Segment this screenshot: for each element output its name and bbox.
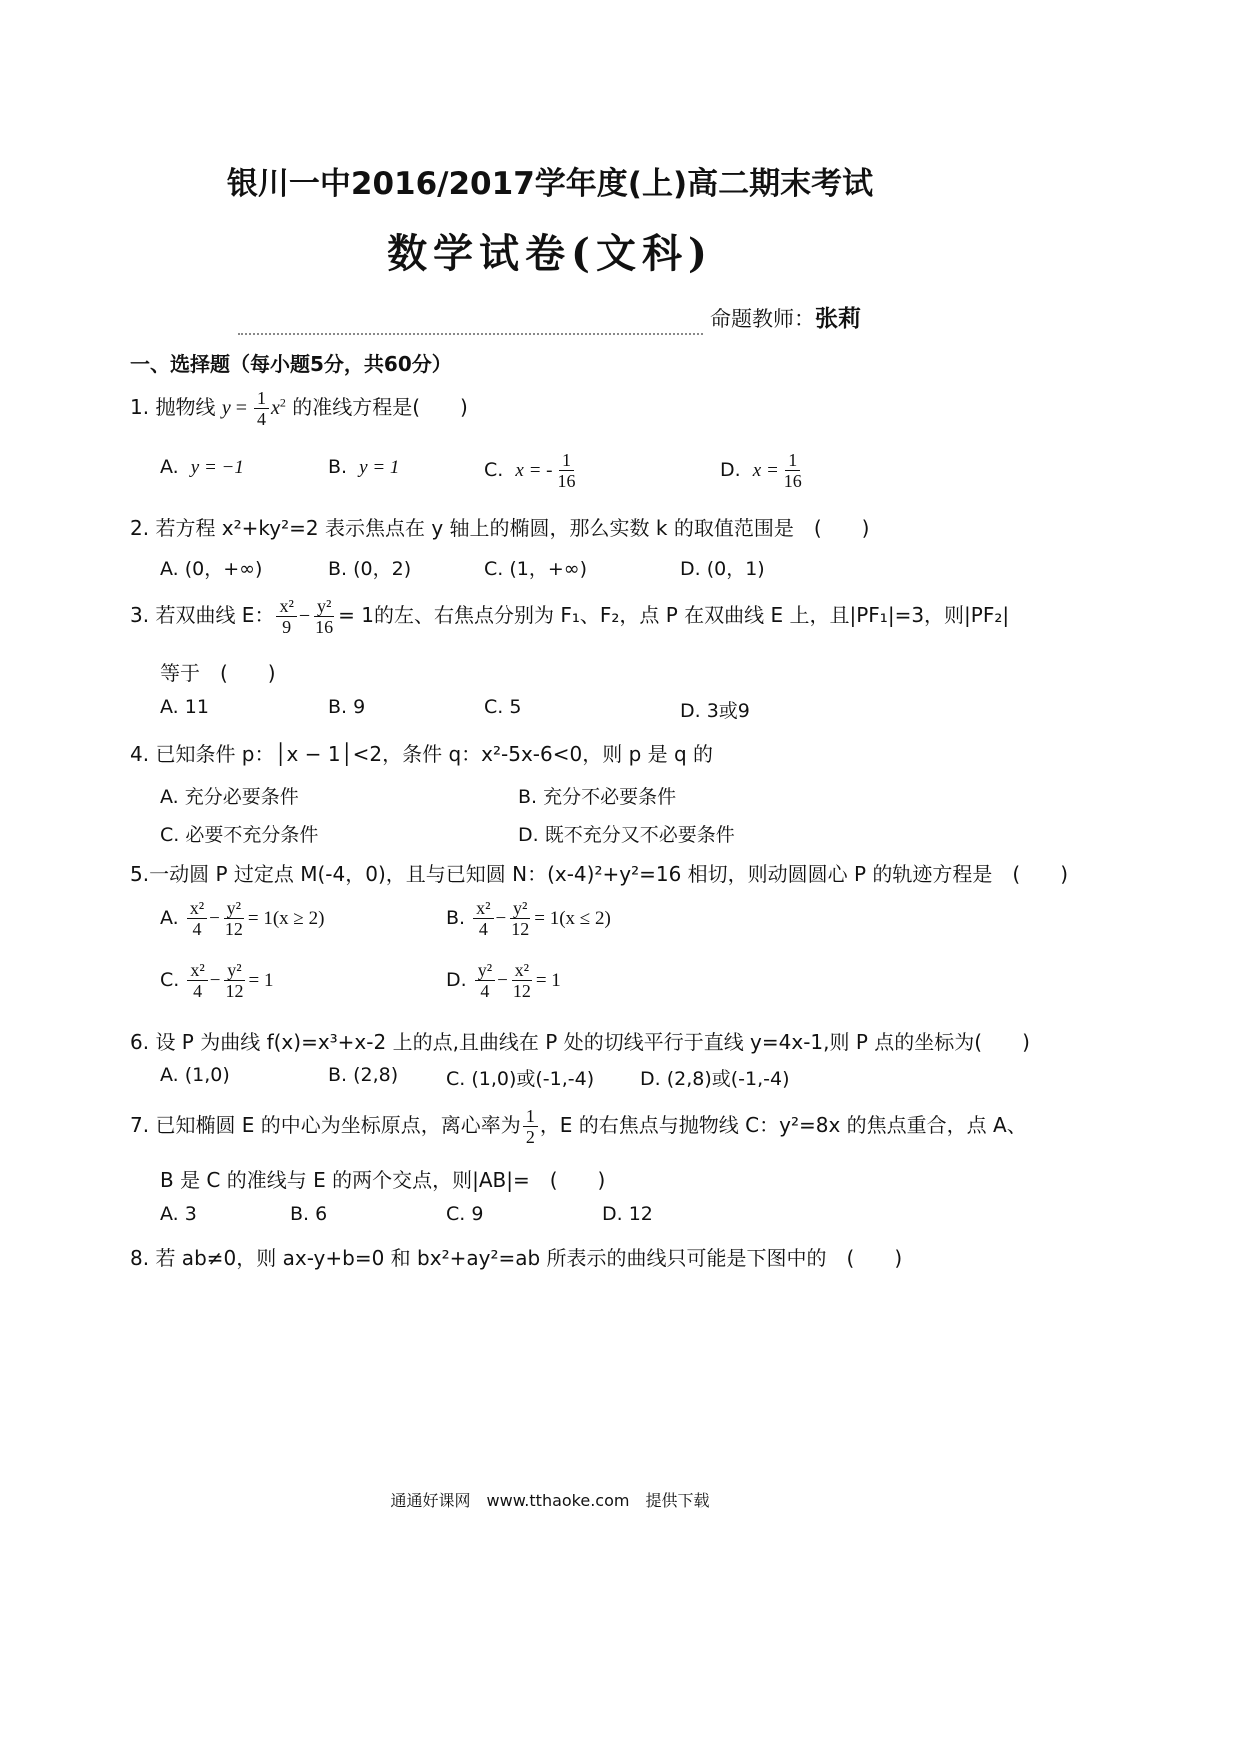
option-b: B. y = 1: [328, 456, 400, 478]
option-a: A. (0，+∞): [160, 558, 263, 580]
option-b: B. 9: [328, 696, 366, 718]
option-b: B. (0，2): [328, 558, 412, 580]
question-7: 7. 已知椭圆 E 的中心为坐标原点，离心率为 $\frac{1}{2}$ ，E 的右焦点与抛物线 C：y²=8x 的焦点重合，点 A、: [130, 1106, 1027, 1147]
fraction: $\frac{1}{4}$: [254, 388, 269, 429]
question-stem-post: 的准线方程是( ): [292, 395, 468, 419]
option-b: B. 6: [290, 1203, 328, 1225]
option-d: D. (2,8)或(-1,-4): [640, 1068, 790, 1090]
option-c: C. $\frac{\text{x²}}{4}$ − $\frac{\text{y²}}{12}$ = 1: [160, 960, 274, 1001]
option-a: A. $\frac{\text{x²}}{4}$ − $\frac{\text{y²}}{12}$ = 1(x ≥ 2): [160, 898, 325, 939]
exam-subtitle: 数学试卷(文科): [387, 230, 713, 277]
option-b: B. (2,8): [328, 1064, 399, 1086]
question-5: 5.一动圆 P 过定点 M(-4，0)，且与已知圆 N：(x-4)²+y²=16 相切，则动圆圆心 P 的轨迹方程是 ( ): [130, 862, 1069, 886]
option-a: A. 3: [160, 1203, 197, 1225]
exam-title: 银川一中2016/2017学年度(上)高二期末考试: [226, 166, 874, 202]
option-d: D. 3或9: [680, 700, 750, 722]
option-c: C. (1，+∞): [484, 558, 588, 580]
author-label: 命题教师：: [710, 307, 815, 331]
question-3-line2: 等于 ( ): [160, 661, 276, 685]
section-heading: 一、选择题（每小题5分，共60分）: [130, 352, 452, 376]
question-number: 1.: [130, 395, 150, 419]
option-d: D. x = $\frac{1}{16}$: [720, 450, 802, 491]
question-8: 8. 若 ab≠0，则 ax-y+b=0 和 bx²+ay²=ab 所表示的曲线只可能是下图中的 ( ): [130, 1246, 903, 1270]
option-a: A. 充分必要条件: [160, 786, 299, 808]
option-d: D. 既不充分又不必要条件: [518, 824, 735, 846]
question-1: 1. 抛物线 y = $\frac{1}{4}$ $x^2$ 的准线方程是( ): [130, 388, 468, 429]
question-stem-pre: 抛物线: [155, 395, 216, 419]
option-a: A. (1,0): [160, 1064, 230, 1086]
author-name: 张莉: [815, 305, 861, 332]
question-2: 2. 若方程 x²+ky²=2 表示焦点在 y 轴上的椭圆，那么实数 k 的取值范围是 ( ): [130, 516, 870, 540]
question-6: 6. 设 P 为曲线 f(x)=x³+x-2 上的点,且曲线在 P 处的切线平行于直线 y=4x-1,则 P 点的坐标为( ): [130, 1030, 1030, 1054]
option-d: D. $\frac{\text{y²}}{4}$ − $\frac{\text{x²}}{12}$ = 1: [446, 960, 561, 1001]
option-d: D. (0，1): [680, 558, 765, 580]
dotted-divider: [238, 317, 703, 335]
question-3: 3. 若双曲线 E： $\frac{\text{x²}}{9}$ − $\frac{\text{y²}}{16}$ = 1的左、右焦点分别为 F₁、F₂，点 P 在双曲线 E 上，且|PF₁|=3，则|PF₂|: [130, 596, 1010, 637]
option-d: D. 12: [602, 1203, 653, 1225]
option-c: C. 必要不充分条件: [160, 824, 319, 846]
option-c: C. (1,0)或(-1,-4): [446, 1068, 595, 1090]
option-c: C. 5: [484, 696, 522, 718]
option-b: B. 充分不必要条件: [518, 786, 677, 808]
author-line: [710, 300, 861, 333]
option-a: A. y = −1: [160, 456, 244, 478]
footer-source: 通通好课网 www.tthaoke.com 提供下载: [390, 1491, 710, 1510]
question-4: 4. 已知条件 p：│x − 1│<2，条件 q：x²-5x-6<0，则 p 是 q 的: [130, 742, 714, 766]
option-a: A. 11: [160, 696, 209, 718]
question-7-line2: B 是 C 的准线与 E 的两个交点，则|AB|= ( ): [160, 1168, 606, 1192]
option-b: B. $\frac{\text{x²}}{4}$ − $\frac{\text{y²}}{12}$ = 1(x ≤ 2): [446, 898, 611, 939]
option-c: C. 9: [446, 1203, 484, 1225]
option-c: C. x = - $\frac{1}{16}$: [484, 450, 576, 491]
